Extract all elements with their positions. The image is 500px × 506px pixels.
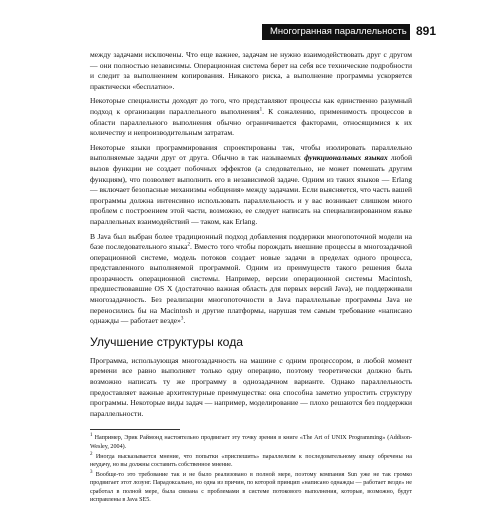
footnote-ref[interactable]: 3 — [180, 316, 184, 322]
paragraph-text: В Java был выбран более традиционный подход добавления поддержки многопоточной модели на базе последовательного языка — [90, 231, 412, 252]
footnote-mark: 1 — [90, 433, 93, 439]
footnote-mark: 3 — [90, 470, 93, 476]
paragraph — [90, 143, 412, 228]
footnote — [90, 434, 412, 450]
paragraph — [90, 96, 412, 138]
footnote-ref[interactable]: 1 — [259, 107, 263, 113]
page-header — [0, 0, 500, 42]
paragraph-text: Некоторые языки программирования спроектированы так, чтобы изолировать параллельно выполняемые задачи друг от друга. Обычно в так называемых — [90, 142, 412, 163]
paragraph: Программа, использующая многозадачность на машине с одним процессором, в любой момент времени все равно выполняет только одну операцию, поэтому теоретически должно быть возможно написать ту же программу в однозадачном варианте. Однако параллельность предоставляет важные архитектурные преимущества: она способна заметно упростить структуру программы. Некоторые виды задач — например, моделирование — плохо решаются без поддержки параллельности. — [90, 355, 412, 418]
running-title: Многогранная параллельность — [270, 26, 407, 37]
footnote — [90, 471, 412, 504]
footnote-text: Вообще-то это требование так и не было реализовано в полной мере, поэтому компания Sun уже не так громко продвигает этот лозунг. Парадоксально, но одна из причин, по которой принцип «написано однажды — работает везде» не сработал в полной мере, была связана с проблемами в системе потокового выполнения, которые, возможно, будут исправлены в Java SE5. — [90, 472, 412, 503]
paragraph-text: любой вызов функции не создает побочных эффектов (а следовательно, не может помешать другим функциям), что позволяет выполнить его в независимой задаче. Одним из таких языков — Erlang — включает безопасные механизмы «общения» между задачами. Если выясняется, что часть вашей программы должна интенсивно использовать параллельность и у вас возникает слишком много проблем с построением этой части, возможно, ее следует написать на специализированном языке параллельных взаимодействий — таком, как Erlang. — [90, 153, 412, 226]
footnote-text: Иногда высказывается мнение, что попытки «приспешить» параллелизм к последовательному языку обречены на неудачу, но вы должны составить собственное мнение. — [90, 453, 412, 469]
section-heading: Улучшение структуры кода — [90, 334, 244, 349]
footnote-divider — [90, 429, 180, 430]
paragraph-text: . К сожалению, применимость процессов в области параллельного выполнения обычно ограничивается факторами, относящимися к их количеству и непроизводительным затратам. — [90, 106, 412, 138]
emphasis-term: функциональных языках — [304, 153, 388, 163]
paragraph — [90, 232, 412, 327]
page-number: 891 — [416, 24, 437, 38]
footnote — [90, 453, 412, 469]
paragraph-text: . — [183, 316, 186, 326]
paragraph-text: . Вместо того чтобы порождать внешние процессы в многозадачной операционной системе, модель потоков создает новые задачи в пределах одного процесса, представленного выполняемой программой. Одним из преимуществ такого решения была прозрачность операционной системы. Например, версии операционной системы Macintosh, предшествовавшие OS X (достаточно важная область для первых версий Java), не поддерживали многозадачность. Без реализации многопоточности в Java параллельные программы Java не переносились бы на Macintosh и другие платформы, нарушая тем самым требование «написано однажды — работает везде» — [90, 242, 412, 326]
footnote-ref[interactable]: 2 — [187, 242, 190, 248]
footnote-text: Например, Эрик Раймонд настоятельно продвигает эту точку зрения в книге «The Art of UNIX Programming» (Addison-Wesley, 2004). — [90, 435, 413, 450]
paragraph: между задачами исключены. Что еще важнее, задачам не нужно взаимодействовать друг с другом — они полностью независимы. Операционная система берет на себя все технические подробности и следит за выполнением копирования. Никакого риска, а выполнение программы ускоряется практически «бесплатно». — [90, 50, 412, 91]
page-body — [90, 50, 412, 506]
paragraph-text: Некоторые специалисты доходят до того, что представляют процессы как единственно разумный подход к организации параллельного выполнения — [90, 96, 412, 116]
footnote-mark: 2 — [90, 451, 93, 457]
